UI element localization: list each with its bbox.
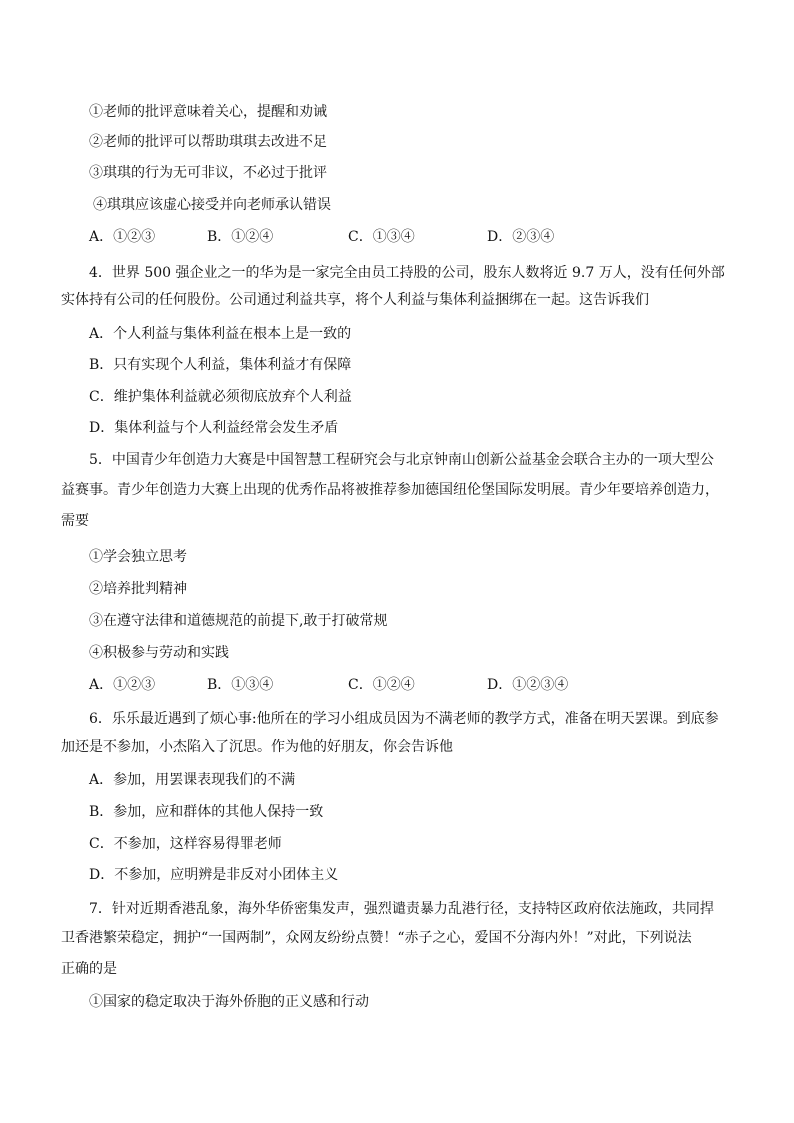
q4-option-b: B．只有实现个人利益，集体利益才有保障 (89, 357, 352, 373)
q6-option-b: B．参加，应和群体的其他人保持一致 (89, 804, 324, 820)
q3-item-4: ④琪琪应该虚心接受并向老师承认错误 (93, 197, 331, 213)
q3-option-a: A．①②③ (89, 229, 156, 245)
q6-option-d: D．不参加，应明辨是非反对小团体主义 (89, 867, 339, 883)
q5-option-b: B．①③④ (207, 677, 274, 693)
q4-stem-line-2: 实体持有公司的任何股份。公司通过利益共享，将个人利益与集体利益捆绑在一起。这告诉我们 (61, 292, 649, 308)
q5-option-c: C．①②④ (348, 677, 415, 693)
q3-item-3: ③琪琪的行为无可非议，不必过于批评 (89, 165, 327, 181)
q3-option-b: B．①②④ (207, 229, 274, 245)
q3-option-c: C．①③④ (348, 229, 415, 245)
q5-item-2: ②培养批判精神 (89, 581, 187, 597)
q4-option-d: D．集体利益与个人利益经常会发生矛盾 (89, 420, 339, 436)
q3-item-1: ①老师的批评意味着关心，提醒和劝诫 (89, 104, 327, 120)
q4-option-a: A．个人利益与集体利益在根本上是一致的 (89, 326, 352, 342)
q5-stem-line-1: 5．中国青少年创造力大赛是中国智慧工程研究会与北京钟南山创新公益基金会联合主办的一项大型公 (89, 452, 714, 468)
q6-option-c: C．不参加，这样容易得罪老师 (89, 836, 282, 852)
q6-stem-line-2: 加还是不参加，小杰陷入了沉思。作为他的好朋友，你会告诉他 (61, 739, 453, 755)
q7-stem-line-3: 正确的是 (61, 961, 117, 977)
q7-stem-line-1: 7．针对近期香港乱象，海外华侨密集发声，强烈谴责暴力乱港行径，支持特区政府依法施政，共同捍 (89, 901, 714, 917)
q3-item-2: ②老师的批评可以帮助琪琪去改进不足 (89, 134, 327, 150)
q4-stem-line-1: 4．世界 500 强企业之一的华为是一家完全由员工持股的公司，股东人数将近 9.7 万人，没有任何外部 (89, 265, 725, 281)
q5-option-d: D．①②③④ (487, 677, 569, 693)
q5-item-3: ③在遵守法律和道德规范的前提下,敢于打破常规 (89, 613, 388, 629)
q6-stem-line-1: 6．乐乐最近遇到了烦心事:他所在的学习小组成员因为不满老师的教学方式，准备在明天罢课。到底参 (89, 711, 719, 727)
q5-stem-line-3: 需要 (61, 513, 89, 529)
q5-stem-line-2: 益赛事。青少年创造力大赛上出现的优秀作品将被推荐参加德国纽伦堡国际发明展。青少年要培养创造力， (61, 482, 719, 498)
q7-stem-line-2: 卫香港繁荣稳定，拥护“一国两制”，众网友纷纷点赞！“赤子之心，爱国不分海内外！”对此，下列说法 (61, 930, 692, 946)
q4-option-c: C．维护集体利益就必须彻底放弃个人利益 (89, 389, 352, 405)
q3-option-d: D．②③④ (487, 229, 555, 245)
q6-option-a: A．参加，用罢课表现我们的不满 (89, 772, 296, 788)
q5-item-4: ④积极参与劳动和实践 (89, 645, 229, 661)
q5-item-1: ①学会独立思考 (89, 549, 187, 565)
q7-item-1: ①国家的稳定取决于海外侨胞的正义感和行动 (89, 994, 369, 1010)
q5-option-a: A．①②③ (89, 677, 156, 693)
